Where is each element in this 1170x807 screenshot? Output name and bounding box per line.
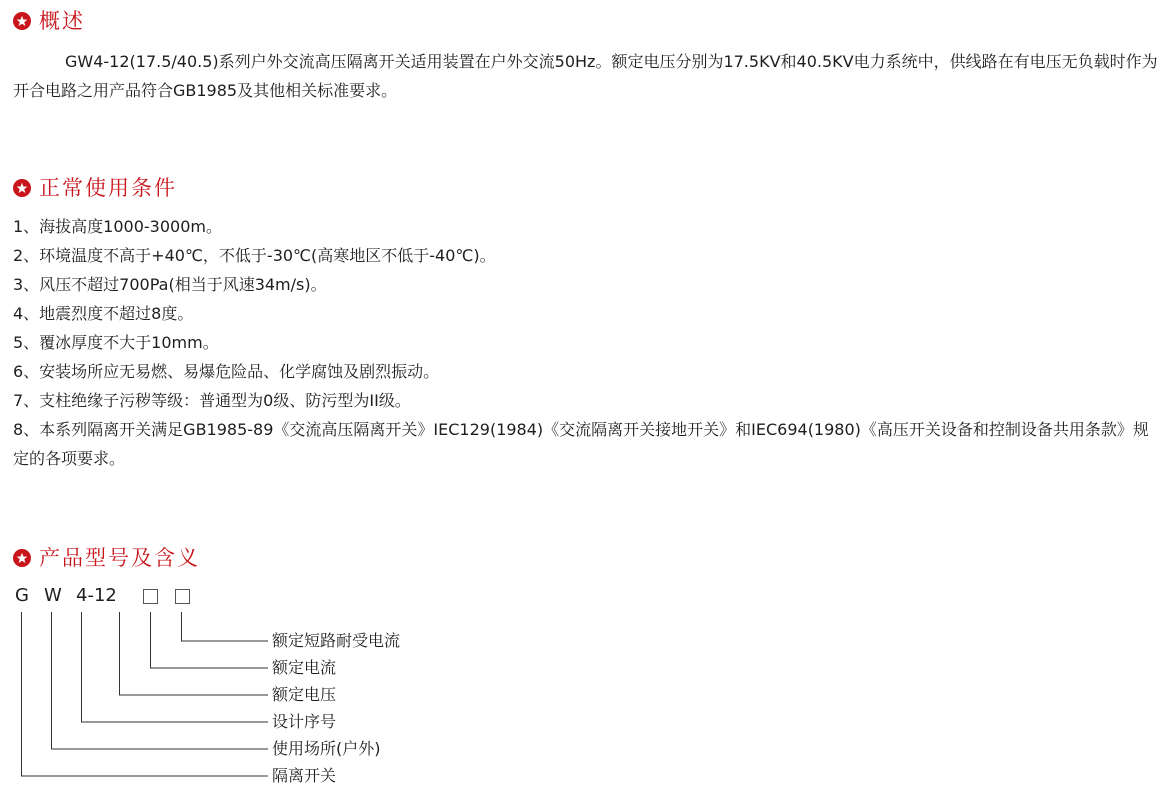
model-code-placeholder-box	[143, 589, 158, 604]
model-diagram-lines	[0, 606, 280, 786]
star-badge-icon	[13, 179, 31, 197]
list-item: 1、海拔高度1000-3000m。	[13, 217, 222, 236]
list-item: 2、环境温度不高于+40℃，不低于-30℃(高寒地区不低于-40℃)。	[13, 246, 496, 265]
list-item: 4、地震烈度不超过8度。	[13, 304, 194, 323]
model-code-letter-w: W	[44, 585, 62, 606]
section-title-text: 正常使用条件	[39, 176, 177, 200]
model-code-number: 4-12	[76, 585, 117, 606]
model-code-letter-g: G	[15, 585, 29, 606]
meaning-label: 隔离开关	[272, 766, 337, 785]
model-code-placeholder-box	[175, 589, 190, 604]
connector-line	[82, 612, 269, 722]
section-title-text: 产品型号及含义	[39, 546, 200, 570]
connector-line	[151, 612, 269, 668]
section-title-conditions	[13, 175, 177, 201]
meaning-label: 设计序号	[272, 712, 337, 731]
list-item: 3、风压不超过700Pa(相当于风速34m/s)。	[13, 275, 327, 294]
list-item: 8、本系列隔离开关满足GB1985-89《交流高压隔离开关》IEC129(1984)《交流隔离开关接地开关》和IEC694(1980)《高压开关设备和控制设备共用条款》规定的各项要求。	[13, 420, 1149, 468]
meaning-label: 使用场所(户外)	[272, 739, 381, 758]
connector-line	[52, 612, 269, 749]
model-code	[0, 584, 220, 608]
list-item: 5、覆冰厚度不大于10mm。	[13, 333, 219, 352]
section-title-model	[13, 545, 200, 571]
section-title-overview	[13, 8, 85, 34]
meaning-label: 额定短路耐受电流	[272, 631, 401, 650]
meaning-label: 额定电流	[272, 658, 337, 677]
star-badge-icon	[13, 549, 31, 567]
conditions-list	[13, 212, 1163, 473]
list-item: 7、支柱绝缘子污秽等级：普通型为0级、防污型为II级。	[13, 391, 411, 410]
star-badge-icon	[13, 12, 31, 30]
meaning-label: 额定电压	[272, 685, 337, 704]
connector-line	[182, 612, 269, 641]
section-title-text: 概述	[39, 9, 85, 33]
list-item: 6、安装场所应无易燃、易爆危险品、化学腐蚀及剧烈振动。	[13, 362, 440, 381]
connector-line	[22, 612, 269, 776]
overview-paragraph: GW4-12(17.5/40.5)系列户外交流高压隔离开关适用装置在户外交流50Hz。额定电压分别为17.5KV和40.5KV电力系统中，供线路在有电压无负载时作为开合电路之用产品符合GB1985及其他相关标准要求。	[13, 52, 1158, 100]
connector-line	[120, 612, 269, 695]
